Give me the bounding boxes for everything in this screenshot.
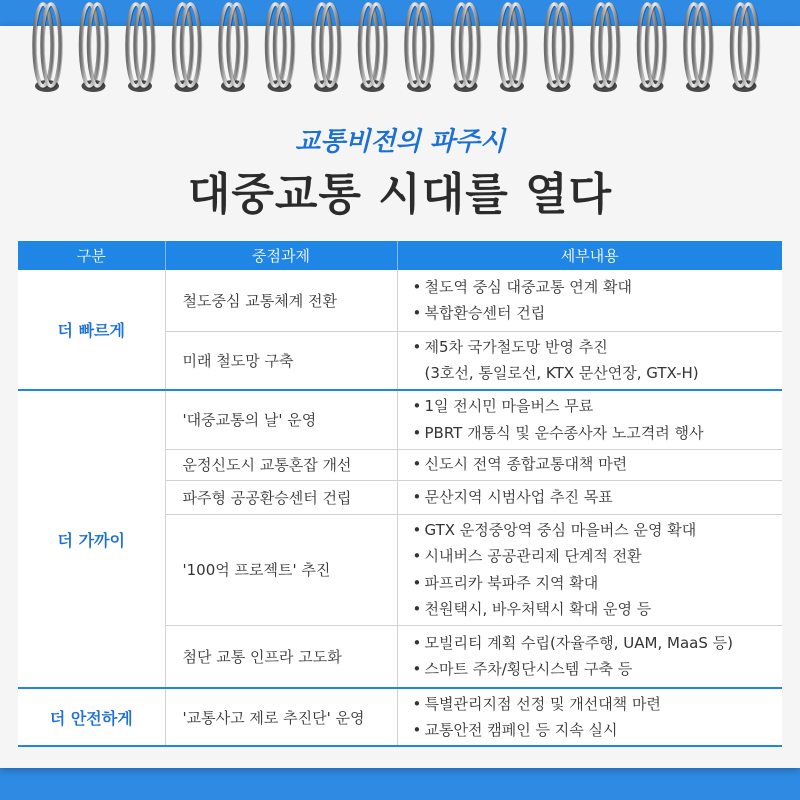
detail-list (413, 274, 783, 327)
detail-item: • 제5차 국가철도망 반영 추진 (413, 334, 783, 361)
task-cell: 파주형 공공환승센터 건립 (165, 480, 397, 514)
task-cell: '교통사고 제로 추진단' 운영 (165, 688, 397, 746)
task-cell: '100억 프로젝트' 추진 (165, 514, 397, 625)
spiral-ring (499, 4, 526, 92)
details-cell (397, 270, 782, 331)
detail-item: • 1일 전시민 마을버스 무료 (413, 393, 783, 420)
column-header-task: 중점과제 (165, 241, 397, 270)
spiral-ring (127, 4, 154, 92)
task-cell: 미래 철도망 구축 (165, 331, 397, 390)
spiral-ring (592, 4, 619, 92)
spiral-ring (453, 4, 480, 92)
table-row (18, 390, 782, 449)
spiral-ring (313, 4, 340, 92)
detail-list (413, 517, 783, 623)
detail-note: (3호선, 통일로선, KTX 문산연장, GTX-H) (424, 364, 699, 383)
details-cell (397, 625, 782, 688)
detail-item: • 신도시 전역 종합교통대책 마련 (413, 451, 783, 478)
task-cell: 첨단 교통 인프라 고도화 (165, 625, 397, 688)
detail-item: • 파프리카 북파주 지역 확대 (413, 570, 783, 597)
detail-list (413, 393, 783, 446)
detail-item: • 특별관리지점 선정 및 개선대책 마련 (413, 691, 783, 718)
column-header-details: 세부내용 (397, 241, 782, 270)
detail-item: • GTX 운정중앙역 중심 마을버스 운영 확대 (413, 517, 783, 544)
spiral-ring (685, 4, 712, 92)
task-cell: 철도중심 교통체계 전환 (165, 270, 397, 331)
group-label-faster: 더 빠르게 (18, 270, 165, 390)
column-header-category: 구분 (18, 241, 165, 270)
detail-list (413, 691, 783, 744)
task-cell: 운정신도시 교통혼잡 개선 (165, 449, 397, 480)
spiral-ring (639, 4, 666, 92)
table-row (18, 688, 782, 746)
spiral-ring (546, 4, 573, 92)
spiral-ring (34, 4, 61, 92)
detail-list (413, 630, 783, 683)
detail-list (413, 334, 783, 361)
table-row (18, 270, 782, 331)
details-cell (397, 331, 782, 390)
page-title: 대중교통 시대를 열다 (187, 169, 613, 220)
transit-plan-table (18, 241, 782, 747)
spiral-ring (220, 4, 247, 92)
details-cell (397, 688, 782, 746)
task-cell: '대중교통의 날' 운영 (165, 390, 397, 449)
table-header-row (18, 241, 782, 270)
details-cell (397, 449, 782, 480)
details-cell (397, 480, 782, 514)
spiral-ring (406, 4, 433, 92)
detail-item: • 문산지역 시범사업 추진 목표 (413, 484, 783, 511)
spiral-ring (267, 4, 294, 92)
group-label-safer: 더 안전하게 (18, 688, 165, 746)
detail-item: • 모빌리티 계획 수립(자율주행, UAM, MaaS 등) (413, 630, 783, 657)
page-subtitle: 교통비전의 파주시 (295, 127, 505, 157)
spiral-binding (0, 0, 800, 100)
detail-list (413, 451, 783, 478)
detail-item: • 교통안전 캠페인 등 지속 실시 (413, 717, 783, 744)
spiral-ring (732, 4, 759, 92)
detail-item: • 철도역 중심 대중교통 연계 확대 (413, 274, 783, 301)
group-label-closer: 더 가까이 (18, 390, 165, 688)
spiral-ring (81, 4, 108, 92)
detail-item: • 시내버스 공공관리제 단계적 전환 (413, 543, 783, 570)
detail-item: • PBRT 개통식 및 운수종사자 노고격려 행사 (413, 420, 783, 447)
details-cell (397, 514, 782, 625)
detail-item: • 천원택시, 바우처택시 확대 운영 등 (413, 596, 783, 623)
spiral-ring (360, 4, 387, 92)
detail-list (413, 484, 783, 511)
spiral-ring (174, 4, 201, 92)
detail-item: • 스마트 주차/횡단시스템 구축 등 (413, 656, 783, 683)
details-cell (397, 390, 782, 449)
detail-item: • 복합환승센터 건립 (413, 300, 783, 327)
